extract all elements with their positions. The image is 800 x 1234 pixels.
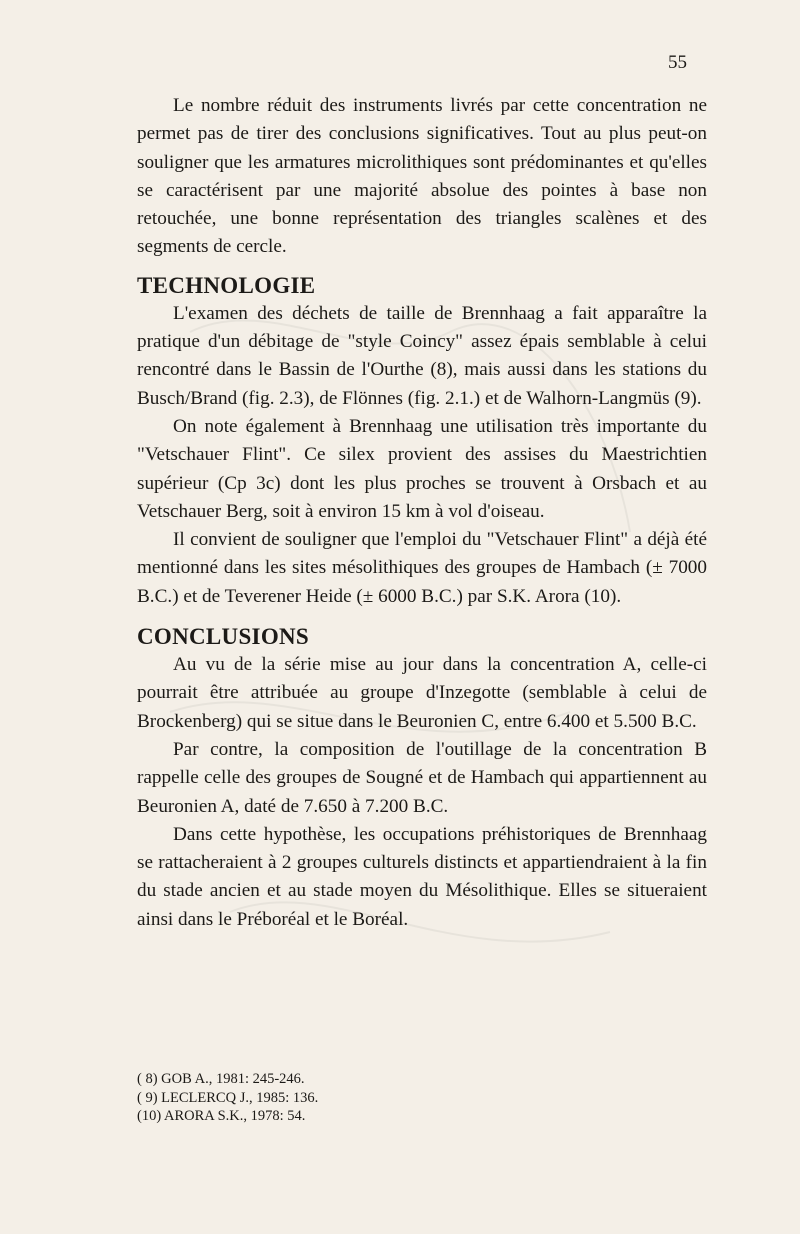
section-heading-conclusions: CONCLUSIONS	[137, 624, 310, 650]
paragraph: On note également à Brennhaag une utilisation très importante du "Vetschauer Flint". Ce silex provient des assises du Maestrichtien supérieur (Cp 3c) dont les plus proches se trouvent à Orsbach et au Vetschauer Berg, soit à environ 15 km à vol d'oiseau.	[137, 415, 707, 522]
footnote: ( 9) LECLERCQ J., 1985: 136.	[137, 1089, 319, 1106]
paragraph: Au vu de la série mise au jour dans la concentration A, celle-ci pourrait être attribuée au groupe d'Inzegotte (semblable à celui de Brockenberg) qui se situe dans le Beuronien C, entre 6.400 et 5.500 B.C.	[137, 654, 707, 732]
section-heading-technologie: TECHNOLOGIE	[137, 272, 316, 298]
footnote: ( 8) GOB A., 1981: 245-246.	[137, 1071, 305, 1087]
paragraph: Dans cette hypothèse, les occupations préhistoriques de Brennhaag se rattacheraient à 2 groupes culturels distincts et appartiendraient à la fin du stade ancien et au stade moyen du Mésolithique. Elles se situeraient ainsi dans le Préboréal et le Boréal.	[137, 823, 707, 930]
paragraph: L'examen des déchets de taille de Brennhaag a fait apparaître la pratique d'un débitage de "style Coincy" assez épais semblable à celui rencontré dans le Bassin de l'Ourthe (8), mais aussi dans les stations du Busch/Brand (fig. 2.3), de Flönnes (fig. 2.1.) et de Walhorn-Langmüs (9).	[137, 302, 707, 409]
article-body	[137, 92, 707, 934]
paragraph: Par contre, la composition de l'outillage de la concentration B rappelle celle des groupes de Sougné et de Hambach qui appartiennent au Beuronien A, daté de 7.650 à 7.200 B.C.	[137, 738, 707, 817]
page-number: 55	[668, 52, 687, 73]
footnote: (10) ARORA S.K., 1978: 54.	[137, 1108, 306, 1124]
paragraph: Il convient de souligner que l'emploi du "Vetschauer Flint" a déjà été mentionné dans les sites mésolithiques des groupes de Hambach (± 7000 B.C.) et de Teverener Heide (± 6000 B.C.) par S.K. Arora (10).	[137, 529, 707, 607]
intro-paragraph: Le nombre réduit des instruments livrés par cette concentration ne permet pas de tirer des conclusions significatives. Tout au plus peut-on souligner que les armatures microlithiques sont prédominantes et qu'elles se caractérisent par une majorité absolue des pointes à base non retouchée, une bonne représentation des triangles scalènes et des segments de cercle.	[137, 95, 707, 258]
footnotes	[137, 1070, 557, 1126]
